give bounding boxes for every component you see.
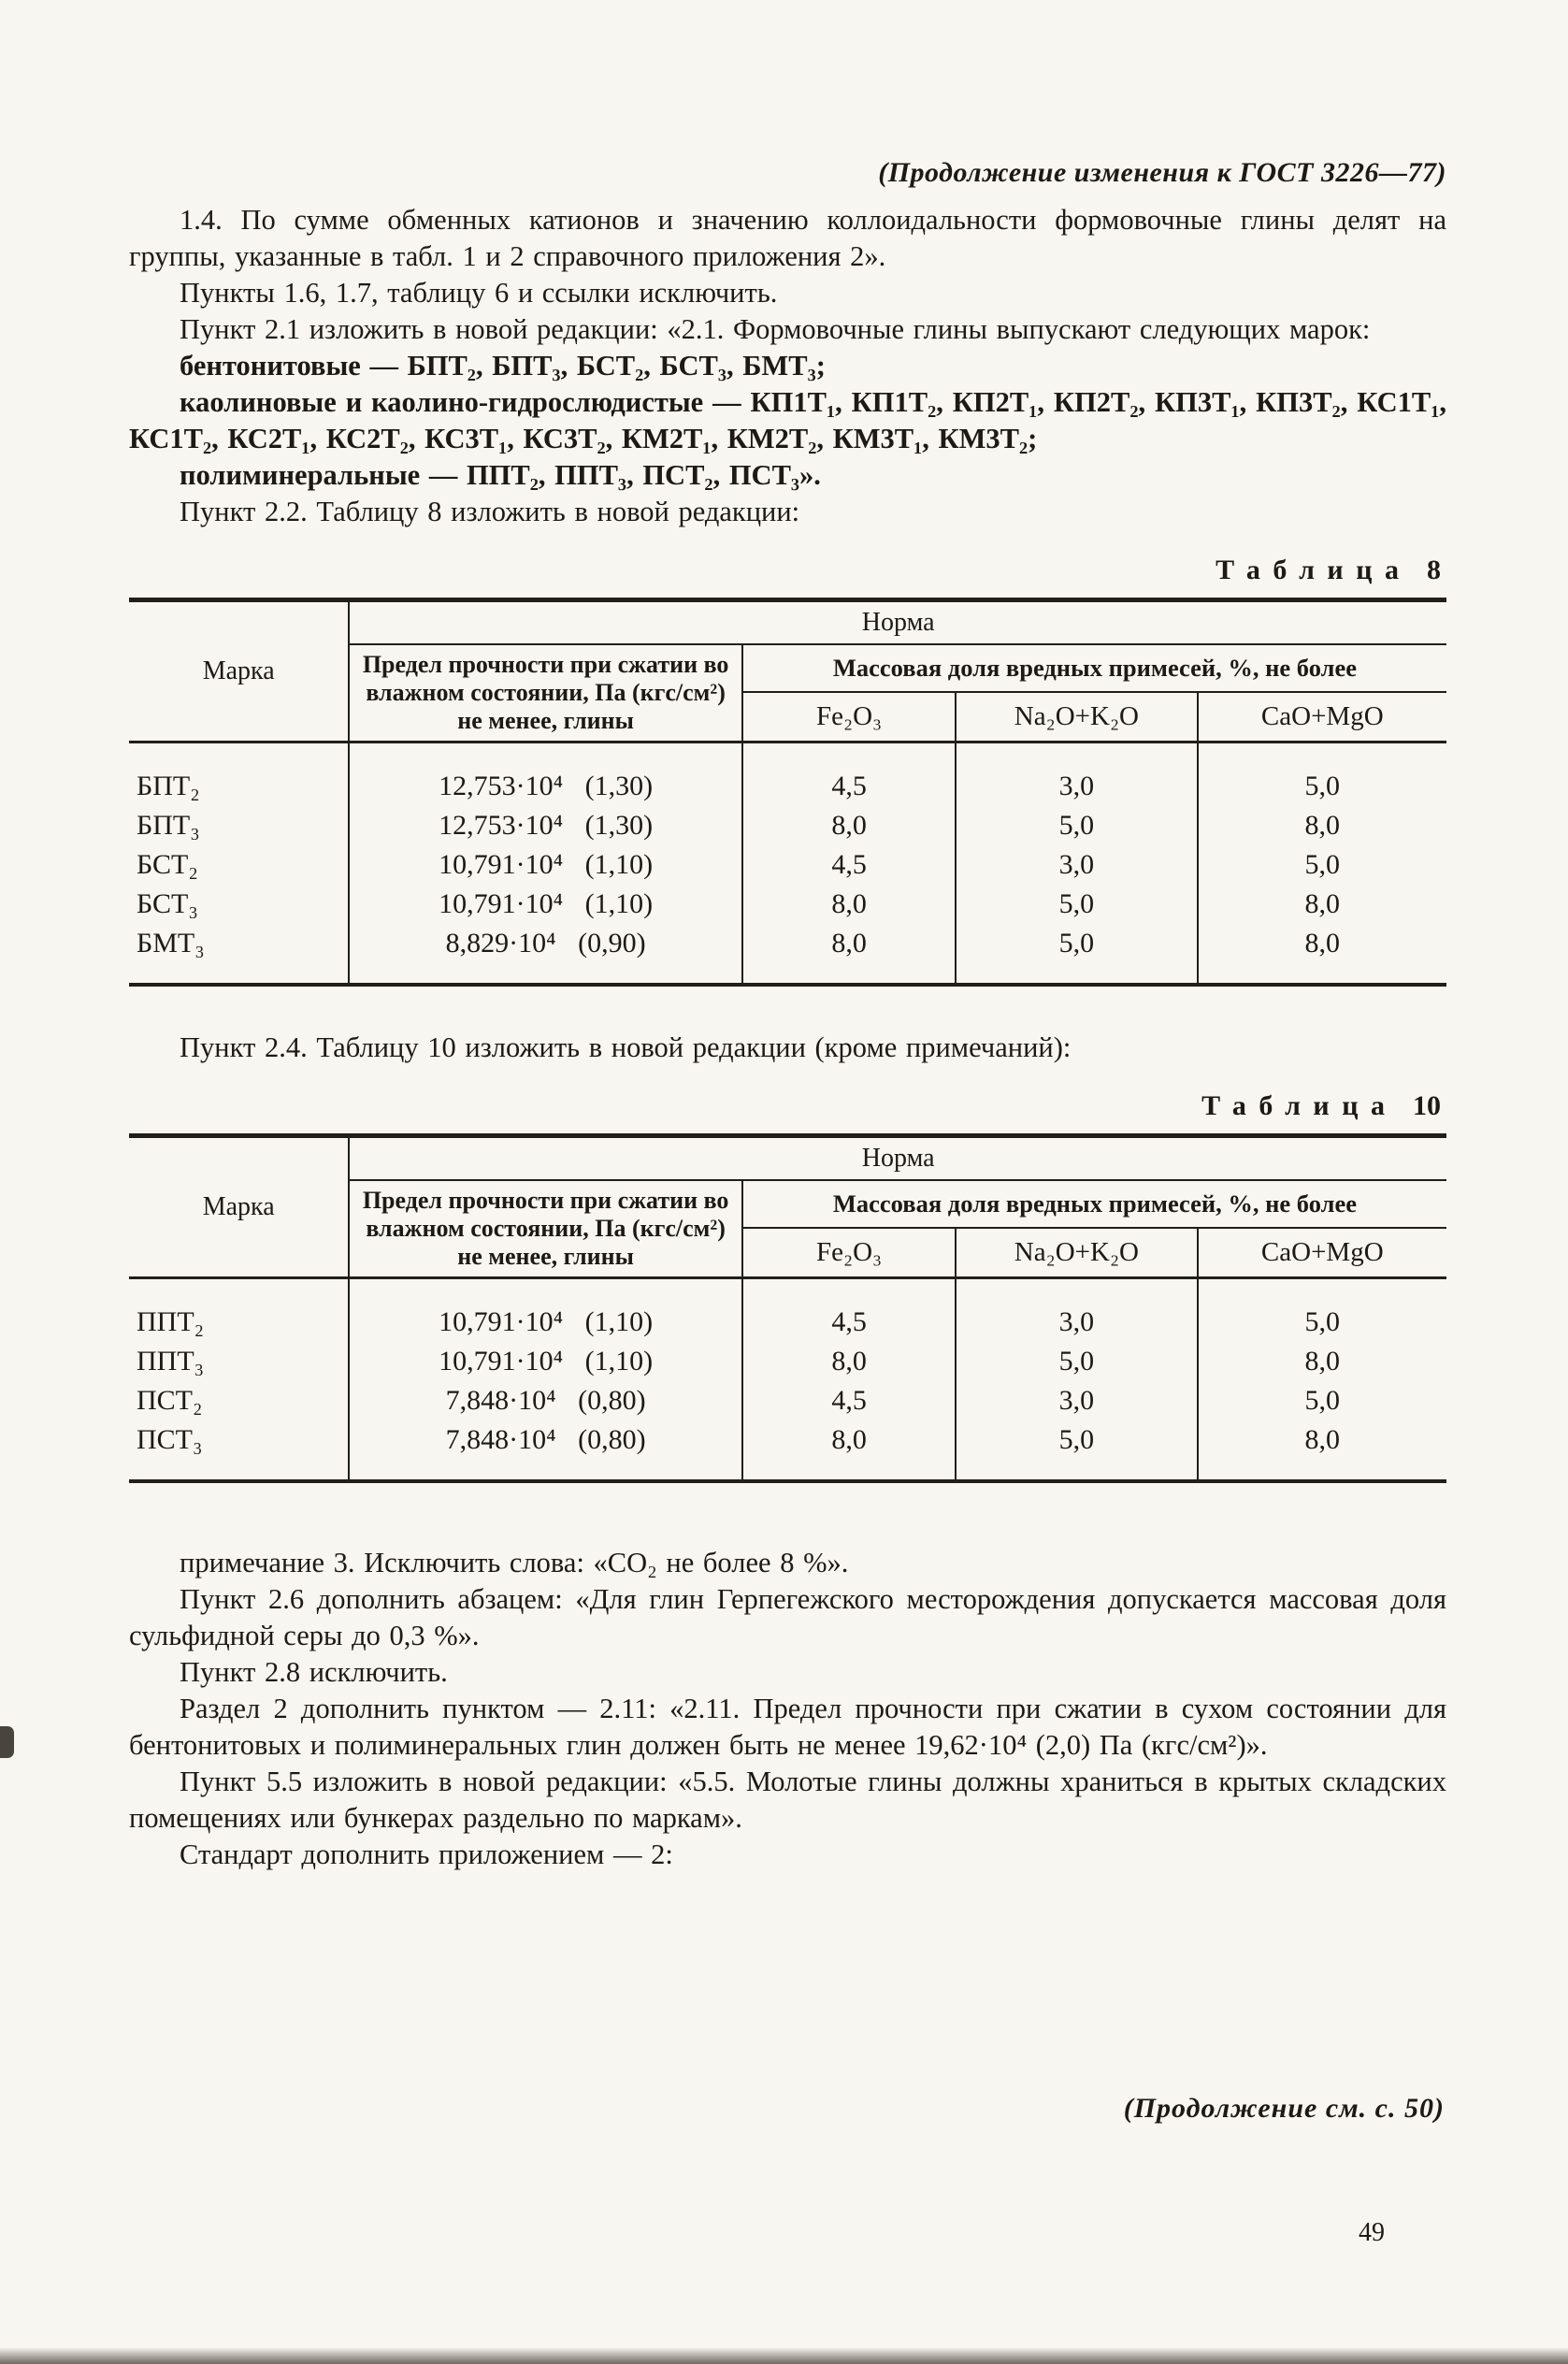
strength-cell: 10,791·10⁴ (1,10): [349, 1342, 742, 1381]
strength-cell: 10,791·10⁴ (1,10): [349, 845, 742, 885]
fe2o3-cell: 8,0: [742, 1420, 956, 1481]
paragraph-punkt-2-6: Пункт 2.6 дополнить абзацем: «Для глин Герпегежского месторождения допускается массовая доля сульфидной серы до 0,3 %».: [129, 1583, 1446, 1651]
mark-cell: ПСТ₂: [129, 1381, 349, 1420]
table-row: [129, 1342, 1446, 1381]
column-header-norma: Норма: [349, 600, 1446, 645]
table8-header-row-1: [129, 600, 1446, 645]
table10-caption-label: Таблица: [1201, 1090, 1398, 1121]
table10-caption: [129, 1090, 1441, 1122]
mark-cell: ПСТ₃: [129, 1420, 349, 1481]
column-header-cao-mgo: CaO+MgO: [1198, 1228, 1446, 1278]
column-header-strength: Предел прочности при сжатии во влажном состоянии, Па (кгс/см²) не менее, глины: [349, 1180, 742, 1278]
fe2o3-cell: 4,5: [742, 1278, 956, 1343]
table-row: [129, 742, 1446, 807]
cao-mgo-cell: 8,0: [1198, 1420, 1446, 1481]
scan-artifact: [0, 1726, 14, 1758]
fe2o3-cell: 8,0: [742, 885, 956, 924]
fe2o3-cell: 4,5: [742, 742, 956, 807]
paragraph-polymineral-marks: полиминеральные — ППТ₂, ППТ₃, ПСТ₂, ПСТ₃».: [180, 459, 821, 491]
strength-cell: 12,753·10⁴ (1,30): [349, 806, 742, 845]
table10-body: [129, 1278, 1446, 1482]
paragraph-kaolin-marks: каолиновые и каолино-гидрослюдистые — КП1Т₁, КП1Т₂, КП2Т₁, КП2Т₂, КП3Т₁, КП3Т₂, КС1Т₁, КС1Т₂, КС2Т₁, КС2Т₂, КС3Т₁, КС3Т₂, КМ2Т₁, КМ2Т₂, КМ3Т₁, КМ3Т₂;: [129, 386, 1446, 454]
column-header-na2o-k2o: Na₂O+K₂O: [956, 692, 1197, 742]
fe2o3-cell: 8,0: [742, 924, 956, 985]
na2o-k2o-cell: 3,0: [956, 845, 1197, 885]
fe2o3-cell: 8,0: [742, 806, 956, 845]
continuation-header: (Продолжение изменения к ГОСТ 3226—77): [878, 157, 1446, 188]
paragraph-punkt-2-2: Пункт 2.2. Таблицу 8 изложить в новой редакции:: [180, 496, 800, 527]
column-header-strength: Предел прочности при сжатии во влажном состоянии, Па (кгс/см²) не менее, глины: [349, 644, 742, 742]
mark-cell: БПТ₃: [129, 806, 349, 845]
paragraph-1-4: 1.4. По сумме обменных катионов и значению коллоидальности формовочные глины делят на группы, указанные в табл. 1 и 2 справочного приложения 2».: [129, 204, 1446, 272]
paragraph-note-3: примечание 3. Исключить слова: «СО₂ не более 8 %».: [180, 1547, 849, 1578]
fe2o3-cell: 4,5: [742, 845, 956, 885]
column-header-cao-mgo: CaO+MgO: [1198, 692, 1446, 742]
fe2o3-cell: 8,0: [742, 1342, 956, 1381]
table8-caption-label: Таблица: [1216, 555, 1412, 585]
table10-caption-number: 10: [1413, 1090, 1441, 1121]
continuation-footer: (Продолжение см. с. 50): [1123, 2093, 1445, 2124]
table-row: [129, 806, 1446, 845]
na2o-k2o-cell: 5,0: [956, 885, 1197, 924]
table-row: [129, 845, 1446, 885]
table8-caption: [129, 555, 1441, 586]
table-8: [129, 598, 1446, 987]
paragraph-punkt-2-4: Пункт 2.4. Таблицу 10 изложить в новой редакции (кроме примечаний):: [180, 1031, 1072, 1063]
column-header-fe2o3: Fe₂O₃: [742, 692, 956, 742]
table-row: [129, 1278, 1446, 1343]
na2o-k2o-cell: 5,0: [956, 1420, 1197, 1481]
table8-caption-number: 8: [1427, 555, 1441, 585]
column-header-marka: Марка: [129, 1136, 349, 1278]
paragraph-razdel-2-11: Раздел 2 дополнить пунктом — 2.11: «2.11. Предел прочности при сжатии в сухом состоянии для бентонитовых и полиминеральных глин должен быть не менее 19,62·10⁴ (2,0) Па (кгс/см²)».: [129, 1693, 1446, 1761]
page-number: 49: [1359, 2218, 1385, 2247]
paragraph-punkt-2-8: Пункт 2.8 исключить.: [180, 1656, 448, 1688]
table10-header-row-1: [129, 1136, 1446, 1181]
column-header-marka: Марка: [129, 600, 349, 742]
paragraph-punkt-2-1: Пункт 2.1 изложить в новой редакции: «2.1. Формовочные глины выпускают следующих марок:: [180, 313, 1371, 345]
strength-cell: 8,829·10⁴ (0,90): [349, 924, 742, 985]
mark-cell: БСТ₃: [129, 885, 349, 924]
na2o-k2o-cell: 5,0: [956, 1342, 1197, 1381]
cao-mgo-cell: 5,0: [1198, 1278, 1446, 1343]
na2o-k2o-cell: 5,0: [956, 924, 1197, 985]
fe2o3-cell: 4,5: [742, 1381, 956, 1420]
cao-mgo-cell: 8,0: [1198, 806, 1446, 845]
cao-mgo-cell: 8,0: [1198, 924, 1446, 985]
mark-cell: БПТ₂: [129, 742, 349, 807]
column-header-impurities: Массовая доля вредных примесей, %, не более: [742, 644, 1446, 692]
mark-cell: БСТ₂: [129, 845, 349, 885]
column-header-norma: Норма: [349, 1136, 1446, 1181]
cao-mgo-cell: 5,0: [1198, 1381, 1446, 1420]
paragraph-standard-appendix: Стандарт дополнить приложением — 2:: [180, 1838, 673, 1870]
cao-mgo-cell: 8,0: [1198, 1342, 1446, 1381]
mark-cell: ППТ₂: [129, 1278, 349, 1343]
strength-cell: 7,848·10⁴ (0,80): [349, 1420, 742, 1481]
na2o-k2o-cell: 3,0: [956, 742, 1197, 807]
table8-body: [129, 742, 1446, 986]
table10-header: [129, 1136, 1446, 1278]
mark-cell: ППТ₃: [129, 1342, 349, 1381]
strength-cell: 7,848·10⁴ (0,80): [349, 1381, 742, 1420]
strength-cell: 12,753·10⁴ (1,30): [349, 742, 742, 807]
na2o-k2o-cell: 3,0: [956, 1278, 1197, 1343]
paragraph-bentonite-marks: бентонитовые — БПТ₂, БПТ₃, БСТ₂, БСТ₃, БМТ₃;: [180, 350, 826, 382]
table-row: [129, 924, 1446, 985]
table-row: [129, 1381, 1446, 1420]
table-10: [129, 1133, 1446, 1483]
column-header-impurities: Массовая доля вредных примесей, %, не более: [742, 1180, 1446, 1228]
column-header-fe2o3: Fe₂O₃: [742, 1228, 956, 1278]
cao-mgo-cell: 5,0: [1198, 742, 1446, 807]
scan-edge-shadow: [0, 2347, 1568, 2364]
column-header-na2o-k2o: Na₂O+K₂O: [956, 1228, 1197, 1278]
strength-cell: 10,791·10⁴ (1,10): [349, 885, 742, 924]
table8-header: [129, 600, 1446, 742]
cao-mgo-cell: 8,0: [1198, 885, 1446, 924]
strength-cell: 10,791·10⁴ (1,10): [349, 1278, 742, 1343]
paragraph-punkt-5-5: Пункт 5.5 изложить в новой редакции: «5.5. Молотые глины должны храниться в крытых складских помещениях или бункерах раздельно по маркам».: [129, 1766, 1446, 1834]
paragraph-punkty-exclude: Пункты 1.6, 1.7, таблицу 6 и ссылки исключить.: [180, 277, 778, 309]
mark-cell: БМТ₃: [129, 924, 349, 985]
na2o-k2o-cell: 3,0: [956, 1381, 1197, 1420]
cao-mgo-cell: 5,0: [1198, 845, 1446, 885]
table-row: [129, 1420, 1446, 1481]
table-row: [129, 885, 1446, 924]
na2o-k2o-cell: 5,0: [956, 806, 1197, 845]
